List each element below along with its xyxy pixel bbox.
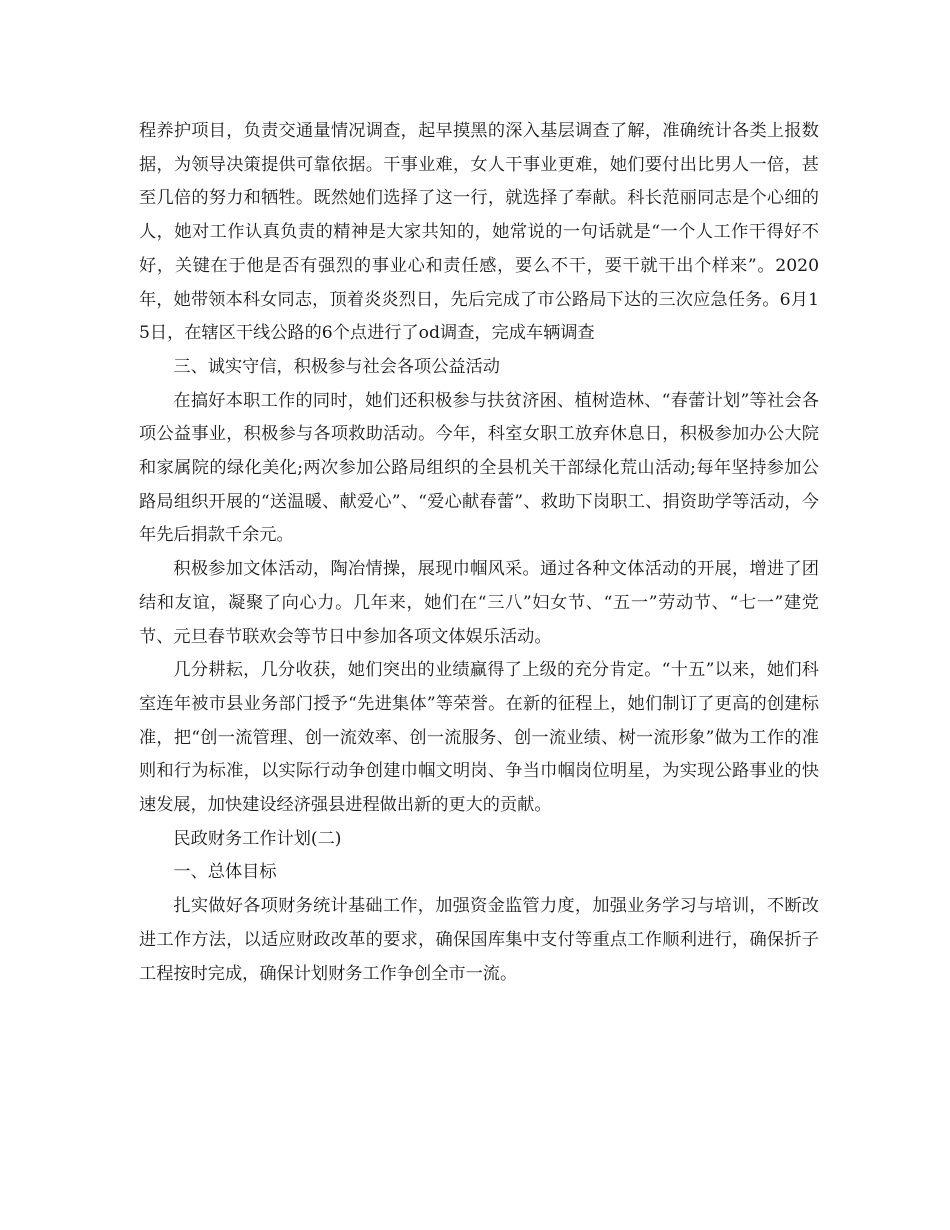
document-body [139, 115, 819, 991]
paragraph-overall-goal: 扎实做好各项财务统计基础工作，加强资金监管力度，加强业务学习与培训，不断改进工作方法，以适应财政改革的要求，确保国库集中支付等重点工作顺利进行，确保折子工程按时完成，确保计划财务工作争创全市一流。 [139, 896, 819, 984]
paragraph-continuation: 程养护项目，负责交通量情况调查，起早摸黑的深入基层调查了解，准确统计各类上报数据，为领导决策提供可靠依据。干事业难，女人干事业更难，她们要付出比男人一倍，甚至几倍的努力和牺牲。既然她们选择了这一行，就选择了奉献。科长范丽同志是个心细的人，她对工作认真负责的精神是大家共知的，她常说的一句话就是“一个人工作干得好不好，关键在于他是否有强烈的事业心和责任感，要么不干，要干就干出个样来”。2020年，她带领本科女同志，顶着炎炎烈日，先后完成了市公路局下达的三次应急任务。6月15日，在辖区干线公路的6个点进行了od调查，完成车辆调查 [139, 121, 819, 344]
paragraph-public-welfare: 在搞好本职工作的同时，她们还积极参与扶贫济困、植树造林、“春蕾计划”等社会各项公益事业，积极参与各项救助活动。今年，科室女职工放弃休息日，积极参加办公大院和家属院的绿化美化;两次参加公路局组织的全县机关干部绿化荒山活动;每年坚持参加公路局组织开展的“送温暖、献爱心”、“爱心献春蕾”、救助下岗职工、捐资助学等活动，今年先后捐款千余元。 [139, 390, 819, 546]
section-heading-integrity: 三、诚实守信，积极参与社会各项公益活动 [173, 356, 500, 377]
paragraph-achievements: 几分耕耘，几分收获，她们突出的业绩赢得了上级的充分肯定。“十五”以来，她们科室连年被市县业务部门授予“先进集体”等荣誉。在新的征程上，她们制订了更高的创建标准，把“创一流管理、创一流效率、创一流服务、创一流业绩、树一流形象”做为工作的准则和行为标准，以实际行动争创建巾帼文明岗、争当巾帼岗位明星，为实现公路事业的快速发展，加快建设经济强县进程做出新的更大的贡献。 [139, 660, 819, 816]
document-title-plan-two: 民政财务工作计划(二) [173, 828, 342, 849]
paragraph-cultural-activities: 积极参加文体活动，陶冶情操，展现巾帼风采。通过各种文体活动的开展，增进了团结和友谊，凝聚了向心力。几年来，她们在“三八”妇女节、“五一”劳动节、“七一”建党节、元旦春节联欢会等节日中参加各项文体娱乐活动。 [139, 559, 819, 647]
section-heading-overall-goal: 一、总体目标 [173, 862, 277, 883]
